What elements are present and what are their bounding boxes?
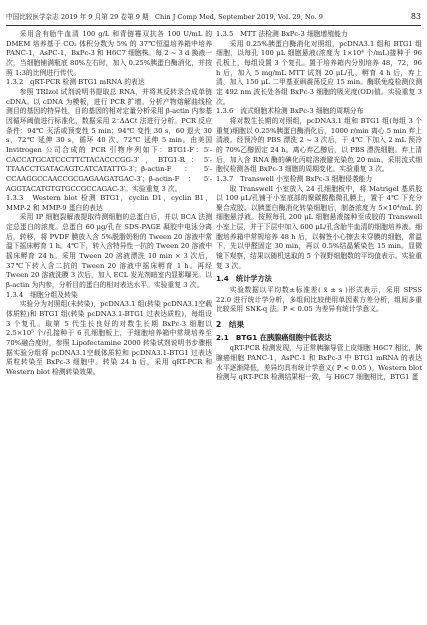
running-header-journal xyxy=(6,10,323,24)
journal-title-cn: 中国比较医学杂志 2019 年 9 月第 29 卷第 9 期 xyxy=(6,13,149,21)
right-column xyxy=(216,30,422,383)
paragraph: 采用 IP 细胞裂解液提取待测细胞的总蛋白后，并以 BCA 法测定总蛋白的浓度。总蛋白 60 μg/孔在 SDS-PAGE 凝胶中电泳分离后，转移，将 PVDF 膜放入含 5%脱脂奶粉的 Tween 20 溶液中常温下摇床孵育 1 h。4℃下，转入含特异性一抗的 Tween 20 溶液中摇床孵育 24 h。采用 Tween 20 溶液漂洗 10 min × 3 次后，37℃下转入含二抗的 Tween 20 溶液中摇床孵育 1 h。再经 Tween 20 溶液洗膜 3 次后，加入 ECL 发光剂暗室内显影曝光。以 β-actin 为内参，分析目的蛋白的相对表达水平。实验重复 3 次。 xyxy=(6,213,212,290)
section-heading: 1.4 统计学方法 xyxy=(216,274,272,284)
paragraph: 采用 0.25%胰蛋白酶消化对照组，pcDNA3.1 组和 BTG1 组细胞，以每孔 100 μL 细胞悬液(浓度为 1×10⁴ 个/mL)接种于 96 孔板上，每组设置 3 个复孔。置于培养箱内分别培养 48，72，96 h 后，加入 5 mg/mL MTT 试剂 20 μL/孔，孵育 4 h 后，弃上清，加入 150 μL 二甲基亚砜震荡反应 15 min。酶联免疫检测仪测定 492 nm 波长处各组 BxPc-3 细胞的吸光度(OD)值。实验重复 3 次。 xyxy=(216,39,422,106)
header-rule xyxy=(6,25,421,26)
paragraph: 将对数生长期的对照组，pcDNA3.1 组和 BTG1 组(每组 3 个重复)细胞以 0.25%胰蛋白酶消化后，1000 r/min 离心 5 min 弃上清液。经预冷的 PBS 漂洗 2 ~ 3 次后，于 4℃ 下加入 2 mL 预冷的 70%乙醇固定 24 h。离心弃乙醇后，以 PBS 漂洗细胞。弃上清后，加入含 RNA 酶的碘化丙啶溶液避光染色 20 min。采用流式细胞仪检测各组 BxPc-3 细胞的周期变化。实验重复 3 次。 xyxy=(216,116,422,174)
subsection-heading: 1.3.4 细胞分组及转染 xyxy=(6,290,78,299)
paragraph: 取 Transwell 小室放入 24 孔细胞板中，将 Matrigel 基质胶以 100 μL/孔铺于小室底部的聚碳酸酯微孔膜上，置于 4℃ 下充分聚合成胶。以胰蛋白酶消化转染细胞后，制备浓度为 5×10⁴/mL 的细胞悬浮液。按照每孔 200 μL 细胞悬液接种至成胶的 Transwell 小室上层，并于下层中加入 600 μL/孔含胎牛血清的细胞培养液。细胞培养箱中常规培养 48 h 后，以棉签小心擦去未穿膜的细胞，常温下，先以甲醛固定 30 min，再以 0.5%结晶紫染色 15 min。显微镜下观察，结果以随机选取的 5 个视野细胞数的平均值表示。实验重复 3 次。 xyxy=(216,184,422,270)
section-heading: 2.1 BTG1 在胰腺癌细胞中低表达 xyxy=(216,332,332,342)
running-header xyxy=(6,10,421,24)
paragraph: 参照 TRIzol 试剂说明书提取总 RNA，并将其反转录合成单链 cDNA。以 cDNA 为模板，进行 PCR 扩增。分析产物熔解曲线检测目的基因的特异性，目的基因的相对定量分析采用 β-actin 内参基因循环阈值进行标准化，数据采用 2⁻ΔΔCt 法进行分析。PCR 反应条件：94℃ 灭活或预变性 5 min；94℃ 变性 30 s，60 退火 30 s，72℃ 延伸 30 s，循环 40 次，72℃ 延伸 5 min。由美国 Invitrogen 公司合成的 PCR 引物序列如下：BTG1-F：5′-CACCATGCATCCCTTCTACACCCGG-3′，BTG1-R：5′-TTAACCTGATACAGTCATCATATTG-3′；β-actin-F：5′-CCAAGGCCAACCGCGAGAAGATGAC-3′；β-actin-F：5′-AGGTACATGTGTGCCGCCAGAC-3′。实验重复 3 次。 xyxy=(6,87,212,193)
journal-title-en: Chin J Comp Med, September 2019, Vol. 29, No. 9 xyxy=(154,13,323,21)
subsection-heading: 1.3.5 MTT 法检测 BxPc-3 细胞增殖能力 xyxy=(216,30,348,38)
paragraph: 实验分为对照组(未转染)，pcDNA3.1 组(转染 pcDNA3.1空载体质粒)和 BTG1 组(转染 pcDNA3.1-BTG1 过表达质粒)，每组设 3 个复孔。取第 5 代生长良好的对数生长期 BxPc-3 细胞以 2.5×10⁵ 个/孔接种于 6 孔细胞板上，于细胞培养箱中常规培养至 70%融合度时，参照 Lipofectamine 2000 转染试剂说明书步骤根据实验分组将 pcDNA3.1空载体质粒和 pcDNA3.1-BTG1 过表达质粒转染至 BxPc-3 细胞中。转染 24 h 后，采用 qRT-PCR 和 Western blot 检测转染效果。 xyxy=(6,300,212,376)
subsection-heading: 1.3.6 流式细胞术检测 BxPc-3 细胞的周期分布 xyxy=(216,107,364,116)
subsection-heading: 1.3.2 qRT-PCR 检测 BTG1 mRNA 的表达 xyxy=(6,78,145,87)
subsection-heading: 1.3.7 Transwell 小室检测 BxPc-3 细胞侵袭能力 xyxy=(216,174,373,183)
subsection-heading: 1.3.3 Western blot 检测 BTG1，cyclin D1，cyclin B1，MMP-2 和 MMP-9 蛋白的表达 xyxy=(6,194,212,212)
chapter-heading: 2 结果 xyxy=(216,320,245,330)
page-number: 83 xyxy=(410,12,421,21)
left-column xyxy=(6,30,212,378)
paragraph: qRT-PCR 检测发现，与正常胰腺导管上皮细胞 H6C7 相比，胰腺癌细胞 PANC-1，AsPC-1 和 BxPc-3 中 BTG1 mRNA 的表达水平逐渐降低，差异均具有统计学意义( P < 0.05 )。Western blot 检测与 qRT-PCR 检测结果相一致，与 H6C7 细胞相比，BTG1 蛋 xyxy=(216,344,422,382)
paragraph: 实验数据以平均数±标准差( x̄ ± s )形式表示，采用 SPSS 22.0 进行统计学分析，多组间比较使用单因素方差分析，组间多重比较采用 SNK-q 法。P < 0.05 为差异有统计学意义。 xyxy=(216,286,422,314)
paragraph: 采用含有胎牛血清 100 g/L 和青链霉双抗各 100 U/mL 的 DMEM 培养基于 CO₂ 体积分数为 5% 的 37℃恒温培养箱中培养 PANC-1，AsPC-1，BxPc-3 和 H6C7 细胞株。每 2 ~ 3 d 换液一次，当细胞铺满瓶底 80%左右时，加入 0.25%胰蛋白酶消化，并按照 1:3的比例进行传代。 xyxy=(6,30,212,77)
